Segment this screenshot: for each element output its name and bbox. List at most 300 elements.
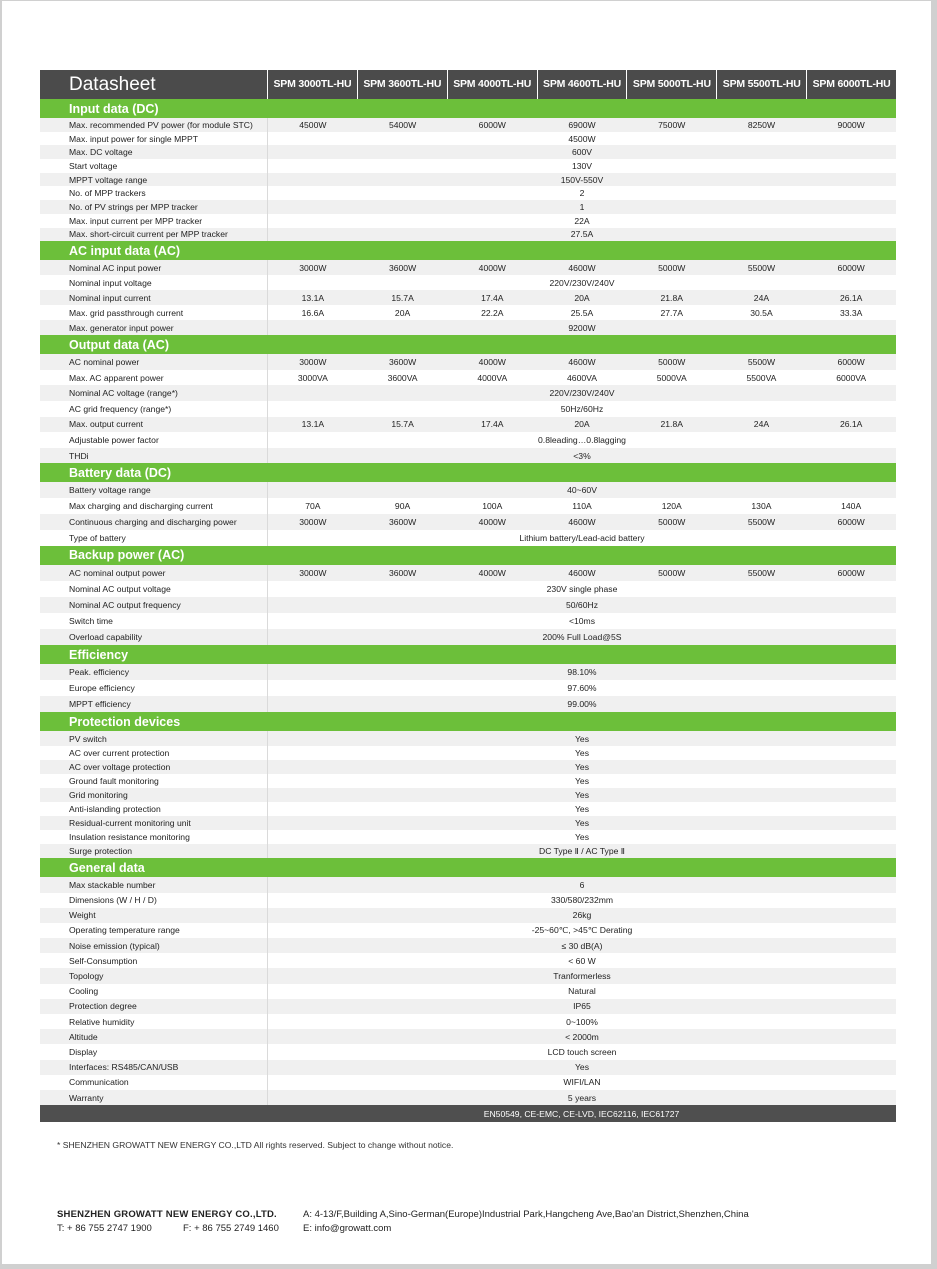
spec-value: 120A	[661, 501, 682, 512]
spec-label: Max. short-circuit current per MPP tracker	[69, 229, 228, 240]
spec-value: 3000W	[299, 516, 327, 527]
spec-row	[40, 1044, 896, 1059]
spec-value: WIFI/LAN	[563, 1077, 601, 1088]
spec-value: 4500W	[299, 119, 327, 130]
spec-value: 4600W	[568, 262, 596, 273]
spec-row	[40, 696, 896, 712]
spec-values	[267, 816, 896, 830]
datasheet-table	[40, 70, 896, 1122]
spec-value: 0~100%	[566, 1016, 598, 1027]
spec-value: 600V	[571, 147, 593, 158]
spec-value: 26kg	[572, 910, 592, 921]
spec-value: 130A	[751, 501, 772, 512]
spec-values	[267, 938, 896, 953]
spec-value: 5 years	[567, 1092, 597, 1103]
spec-values	[267, 844, 896, 858]
model-column-header: SPM 4600TL-HU	[537, 70, 627, 99]
spec-row	[40, 908, 896, 923]
spec-row	[40, 613, 896, 629]
spec-label: Noise emission (typical)	[69, 940, 160, 951]
spec-row	[40, 305, 896, 320]
spec-values	[267, 1014, 896, 1029]
model-column-header: SPM 3600TL-HU	[357, 70, 447, 99]
spec-row	[40, 760, 896, 774]
spec-value: 1	[579, 201, 585, 212]
spec-value: 17.4A	[481, 419, 504, 430]
spec-value: 20A	[394, 307, 411, 318]
spec-value: 24A	[753, 419, 770, 430]
spec-values	[267, 1075, 896, 1090]
spec-value: 200% Full Load@5S	[542, 632, 622, 643]
spec-value: 17.4A	[481, 292, 504, 303]
spec-label: Warranty	[69, 1092, 104, 1103]
spec-row	[40, 844, 896, 858]
spec-values	[267, 999, 896, 1014]
spec-value: 40~60V	[567, 485, 597, 496]
spec-values	[267, 1090, 896, 1105]
spec-values	[267, 417, 896, 433]
spec-value: 3000W	[299, 567, 327, 578]
spec-label: Nominal AC input power	[69, 262, 162, 273]
spec-label: AC over current protection	[69, 747, 170, 758]
model-column-header: SPM 3000TL-HU	[267, 70, 357, 99]
spec-value: 5000W	[658, 516, 686, 527]
spec-label: Max. recommended PV power (for module STC)	[69, 119, 253, 130]
spec-row	[40, 145, 896, 159]
spec-value: Yes	[574, 818, 590, 829]
spec-values	[267, 448, 896, 464]
spec-section	[40, 99, 896, 241]
spec-values	[267, 696, 896, 712]
spec-values	[267, 186, 896, 200]
spec-value: 230V single phase	[546, 583, 618, 594]
spec-values	[267, 731, 896, 745]
spec-value: 4000W	[478, 262, 506, 273]
spec-value: 13.1A	[301, 292, 325, 303]
spec-label: AC nominal output power	[69, 567, 166, 578]
spec-value: 0.8leading…0.8lagging	[538, 434, 626, 445]
spec-row	[40, 629, 896, 645]
spec-value: 6	[579, 879, 585, 890]
spec-row	[40, 173, 896, 187]
spec-value: 70A	[305, 501, 321, 512]
spec-label: Display	[69, 1046, 98, 1057]
spec-label: Max charging and discharging current	[69, 501, 213, 512]
section-rows	[40, 354, 896, 463]
spec-value: 3600W	[388, 262, 417, 273]
spec-value: 50/60Hz	[565, 600, 598, 610]
model-column-header: SPM 5000TL-HU	[626, 70, 716, 99]
spec-values	[267, 370, 896, 386]
spec-row	[40, 354, 896, 370]
spec-value: -25~60℃, >45℃ Derating	[531, 924, 633, 935]
spec-value: 220V/230V/240V	[549, 388, 615, 399]
spec-value: 4600W	[568, 567, 596, 578]
section-title: Output data (AC)	[40, 335, 896, 354]
spec-row	[40, 999, 896, 1014]
spec-row	[40, 816, 896, 830]
spec-value: <3%	[573, 450, 591, 461]
spec-label: Communication	[69, 1077, 129, 1088]
spec-label: Topology	[69, 971, 104, 982]
spec-row	[40, 275, 896, 290]
spec-row	[40, 530, 896, 546]
certifications-bar: EN50549, CE-EMC, CE-LVD, IEC62116, IEC61727	[40, 1105, 896, 1122]
section-title: Input data (DC)	[40, 99, 896, 118]
spec-label: Operating temperature range	[69, 925, 180, 936]
spec-values	[267, 200, 896, 214]
spec-value: 3000W	[299, 262, 327, 273]
spec-value: 3600W	[388, 567, 417, 578]
spec-row	[40, 893, 896, 908]
spec-value: 2	[579, 188, 585, 199]
spec-value: 13.1A	[301, 419, 325, 430]
spec-values	[267, 118, 896, 132]
spec-values	[267, 214, 896, 228]
spec-value: 27.5A	[570, 229, 594, 240]
spec-label: Max stackable number	[69, 879, 156, 890]
section-rows	[40, 877, 896, 1105]
copyright-note: * SHENZHEN GROWATT NEW ENERGY CO.,LTD All rights reserved. Subject to change without notice.	[57, 1140, 454, 1150]
spec-row	[40, 984, 896, 999]
spec-label: No. of MPP trackers	[69, 188, 146, 199]
spec-label: Overload capability	[69, 632, 143, 643]
spec-value: < 2000m	[565, 1031, 599, 1042]
spec-value: 4600W	[568, 516, 596, 527]
spec-value: 130V	[571, 160, 593, 171]
spec-row	[40, 260, 896, 275]
spec-section	[40, 463, 896, 545]
spec-values	[267, 514, 896, 530]
spec-value: 5500W	[747, 356, 776, 367]
spec-values	[267, 290, 896, 305]
section-title: Backup power (AC)	[40, 546, 896, 565]
spec-value: 9000W	[837, 119, 865, 130]
spec-values	[267, 830, 896, 844]
spec-label: Max. input power for single MPPT	[69, 133, 198, 144]
spec-value: Yes	[574, 775, 590, 786]
spec-values	[267, 953, 896, 968]
spec-value: 8250W	[747, 119, 776, 130]
spec-value: 3600VA	[387, 372, 418, 383]
spec-value: 140A	[841, 501, 862, 512]
spec-label: Weight	[69, 910, 96, 921]
spec-row	[40, 159, 896, 173]
spec-row	[40, 565, 896, 581]
spec-section	[40, 546, 896, 646]
spec-values	[267, 629, 896, 645]
spec-label: Type of battery	[69, 532, 126, 543]
spec-values	[267, 664, 896, 680]
section-rows	[40, 118, 896, 241]
spec-value: 220V/230V/240V	[549, 277, 615, 288]
spec-value: 6000W	[837, 516, 865, 527]
spec-label: Ground fault monitoring	[69, 775, 159, 786]
spec-value: 4500W	[568, 133, 596, 144]
spec-label: Continuous charging and discharging power	[69, 516, 237, 527]
spec-value: 27.7A	[660, 307, 683, 318]
spec-value: Yes	[574, 747, 590, 758]
spec-label: Anti-islanding protection	[69, 803, 161, 814]
spec-row	[40, 802, 896, 816]
spec-value: 3600W	[388, 516, 417, 527]
spec-value: 5000W	[658, 356, 686, 367]
spec-label: Max. input current per MPP tracker	[69, 215, 203, 226]
spec-value: 5400W	[388, 119, 417, 130]
spec-section	[40, 335, 896, 463]
spec-value: 6000W	[837, 567, 865, 578]
spec-value: 15.7A	[391, 292, 414, 303]
spec-label: Dimensions (W / H / D)	[69, 895, 157, 906]
spec-label: Start voltage	[69, 160, 118, 171]
spec-row	[40, 214, 896, 228]
spec-row	[40, 432, 896, 448]
spec-row	[40, 417, 896, 433]
spec-value: 99.00%	[567, 699, 597, 710]
spec-values	[267, 923, 896, 938]
spec-value: 50Hz/60Hz	[560, 403, 604, 414]
model-column-header: SPM 5500TL-HU	[716, 70, 806, 99]
spec-value: 5500W	[747, 516, 776, 527]
spec-value: 4000W	[478, 356, 506, 367]
spec-values	[267, 432, 896, 448]
spec-label: Max. output current	[69, 419, 144, 430]
spec-values	[267, 968, 896, 983]
spec-values	[267, 1060, 896, 1075]
spec-row	[40, 788, 896, 802]
spec-row	[40, 877, 896, 892]
spec-label: Insulation resistance monitoring	[69, 832, 190, 843]
spec-row	[40, 498, 896, 514]
spec-values	[267, 1044, 896, 1059]
spec-row	[40, 200, 896, 214]
spec-row	[40, 1075, 896, 1090]
spec-value: 6000VA	[836, 372, 867, 383]
spec-value: 6000W	[837, 356, 865, 367]
spec-values	[267, 802, 896, 816]
spec-value: DC Type Ⅱ / AC Type Ⅱ	[539, 845, 625, 856]
spec-values	[267, 760, 896, 774]
section-rows	[40, 664, 896, 712]
table-header	[40, 70, 896, 99]
spec-row	[40, 581, 896, 597]
spec-value: 24A	[753, 292, 770, 303]
spec-row	[40, 401, 896, 417]
model-column-header: SPM 6000TL-HU	[806, 70, 896, 99]
spec-label: No. of PV strings per MPP tracker	[69, 201, 198, 212]
spec-values	[267, 530, 896, 546]
spec-value: 21.8A	[660, 292, 683, 303]
spec-row	[40, 514, 896, 530]
spec-value: 110A	[572, 501, 592, 512]
spec-label: Adjustable power factor	[69, 434, 159, 445]
spec-row	[40, 448, 896, 464]
spec-values	[267, 984, 896, 999]
spec-sections	[40, 99, 896, 1105]
spec-values	[267, 1029, 896, 1044]
spec-value: 5500W	[747, 567, 776, 578]
spec-section	[40, 712, 896, 858]
spec-label: THDi	[69, 450, 89, 461]
company-email: E: info@growatt.com	[303, 1223, 392, 1234]
spec-row	[40, 1090, 896, 1105]
spec-row	[40, 1029, 896, 1044]
spec-value: Yes	[574, 789, 590, 800]
spec-value: 5000W	[658, 567, 686, 578]
spec-value: 5500W	[747, 262, 776, 273]
company-fax: F: + 86 755 2749 1460	[183, 1223, 279, 1234]
company-name: SHENZHEN GROWATT NEW ENERGY CO.,LTD.	[57, 1209, 277, 1220]
spec-value: 9200W	[568, 322, 596, 333]
spec-value: <10ms	[568, 616, 596, 627]
datasheet-page	[2, 1, 931, 1264]
spec-label: Self-Consumption	[69, 955, 138, 966]
spec-row	[40, 664, 896, 680]
spec-row	[40, 320, 896, 335]
spec-value: 97.60%	[567, 683, 597, 694]
spec-values	[267, 260, 896, 275]
spec-label: Nominal input voltage	[69, 277, 152, 288]
spec-value: 5000VA	[656, 372, 687, 383]
spec-value: 4600W	[568, 356, 596, 367]
spec-values	[267, 275, 896, 290]
spec-values	[267, 498, 896, 514]
spec-label: Surge protection	[69, 846, 133, 857]
spec-values	[267, 597, 896, 613]
spec-label: Residual-current monitoring unit	[69, 818, 191, 829]
spec-label: MPPT efficiency	[69, 699, 131, 710]
spec-value: 22.2A	[481, 307, 504, 318]
spec-label: Max. AC apparent power	[69, 372, 164, 383]
spec-label: Grid monitoring	[69, 789, 128, 800]
spec-label: Nominal AC output frequency	[69, 600, 181, 610]
spec-value: 25.5A	[570, 307, 594, 318]
spec-value: LCD touch screen	[547, 1046, 617, 1057]
spec-value: 30.5A	[750, 307, 773, 318]
spec-value: Yes	[574, 1062, 590, 1073]
spec-values	[267, 145, 896, 159]
spec-value: Yes	[574, 832, 590, 843]
spec-value: Natural	[568, 986, 596, 997]
spec-values	[267, 581, 896, 597]
spec-value: 26.1A	[839, 292, 863, 303]
spec-value: IP65	[573, 1001, 591, 1012]
spec-row	[40, 923, 896, 938]
spec-value: 150V-550V	[560, 174, 604, 185]
spec-values	[267, 680, 896, 696]
spec-row	[40, 968, 896, 983]
section-title: AC input data (AC)	[40, 241, 896, 260]
spec-values	[267, 354, 896, 370]
spec-section	[40, 645, 896, 712]
spec-row	[40, 290, 896, 305]
spec-values	[267, 305, 896, 320]
spec-value: 6000W	[837, 262, 865, 273]
spec-value: 90A	[394, 501, 411, 512]
spec-label: AC grid frequency (range*)	[69, 403, 172, 414]
spec-label: Peak. efficiency	[69, 667, 130, 678]
spec-row	[40, 953, 896, 968]
spec-value: Yes	[574, 803, 590, 814]
spec-label: Europe efficiency	[69, 683, 135, 694]
spec-row	[40, 774, 896, 788]
spec-label: Nominal input current	[69, 292, 151, 303]
spec-row	[40, 385, 896, 401]
spec-row	[40, 482, 896, 498]
spec-value: < 60 W	[568, 955, 596, 966]
spec-value: 20A	[574, 419, 590, 430]
spec-value: 3000VA	[297, 372, 328, 383]
spec-value: 15.7A	[391, 419, 414, 430]
spec-row	[40, 680, 896, 696]
spec-values	[267, 774, 896, 788]
spec-value: 7500W	[658, 119, 686, 130]
spec-label: MPPT voltage range	[69, 174, 148, 185]
spec-values	[267, 173, 896, 187]
spec-row	[40, 1060, 896, 1075]
spec-label: Interfaces: RS485/CAN/USB	[69, 1062, 179, 1073]
footer	[57, 1208, 749, 1236]
spec-value: 6900W	[568, 119, 596, 130]
spec-value: 4600VA	[567, 372, 597, 383]
section-title: Efficiency	[40, 645, 896, 664]
spec-row	[40, 731, 896, 745]
spec-label: Battery voltage range	[69, 485, 151, 496]
spec-row	[40, 228, 896, 242]
spec-row	[40, 370, 896, 386]
spec-value: 3600W	[388, 356, 417, 367]
spec-values	[267, 877, 896, 892]
spec-value: 6000W	[478, 119, 506, 130]
spec-value: 5000W	[658, 262, 686, 273]
spec-values	[267, 893, 896, 908]
spec-value: 16.6A	[301, 307, 325, 318]
spec-row	[40, 118, 896, 132]
spec-value: 20A	[574, 292, 590, 303]
spec-value: 98.10%	[567, 667, 597, 678]
spec-value: Tranformerless	[553, 971, 611, 982]
spec-label: AC over voltage protection	[69, 761, 171, 772]
section-title: General data	[40, 858, 896, 877]
section-title: Protection devices	[40, 712, 896, 731]
spec-section	[40, 241, 896, 335]
spec-row	[40, 746, 896, 760]
spec-row	[40, 597, 896, 613]
spec-value: Lithium battery/Lead-acid battery	[519, 532, 645, 543]
spec-values	[267, 132, 896, 146]
spec-value: 4000VA	[477, 372, 508, 383]
spec-label: Protection degree	[69, 1001, 137, 1012]
spec-values	[267, 482, 896, 498]
spec-label: Nominal AC voltage (range*)	[69, 388, 178, 399]
spec-value: 33.3A	[839, 307, 863, 318]
company-phone: T: + 86 755 2747 1900	[57, 1223, 152, 1234]
spec-value: 21.8A	[660, 419, 683, 430]
spec-values	[267, 320, 896, 335]
section-rows	[40, 731, 896, 858]
spec-row	[40, 186, 896, 200]
spec-label: Cooling	[69, 986, 99, 997]
spec-values	[267, 228, 896, 242]
spec-values	[267, 565, 896, 581]
spec-label: Max. grid passthrough current	[69, 307, 184, 318]
spec-value: 26.1A	[839, 419, 863, 430]
spec-values	[267, 401, 896, 417]
spec-value: ≤ 30 dB(A)	[561, 940, 603, 951]
datasheet-title: Datasheet	[69, 74, 156, 95]
spec-values	[267, 159, 896, 173]
spec-row	[40, 830, 896, 844]
